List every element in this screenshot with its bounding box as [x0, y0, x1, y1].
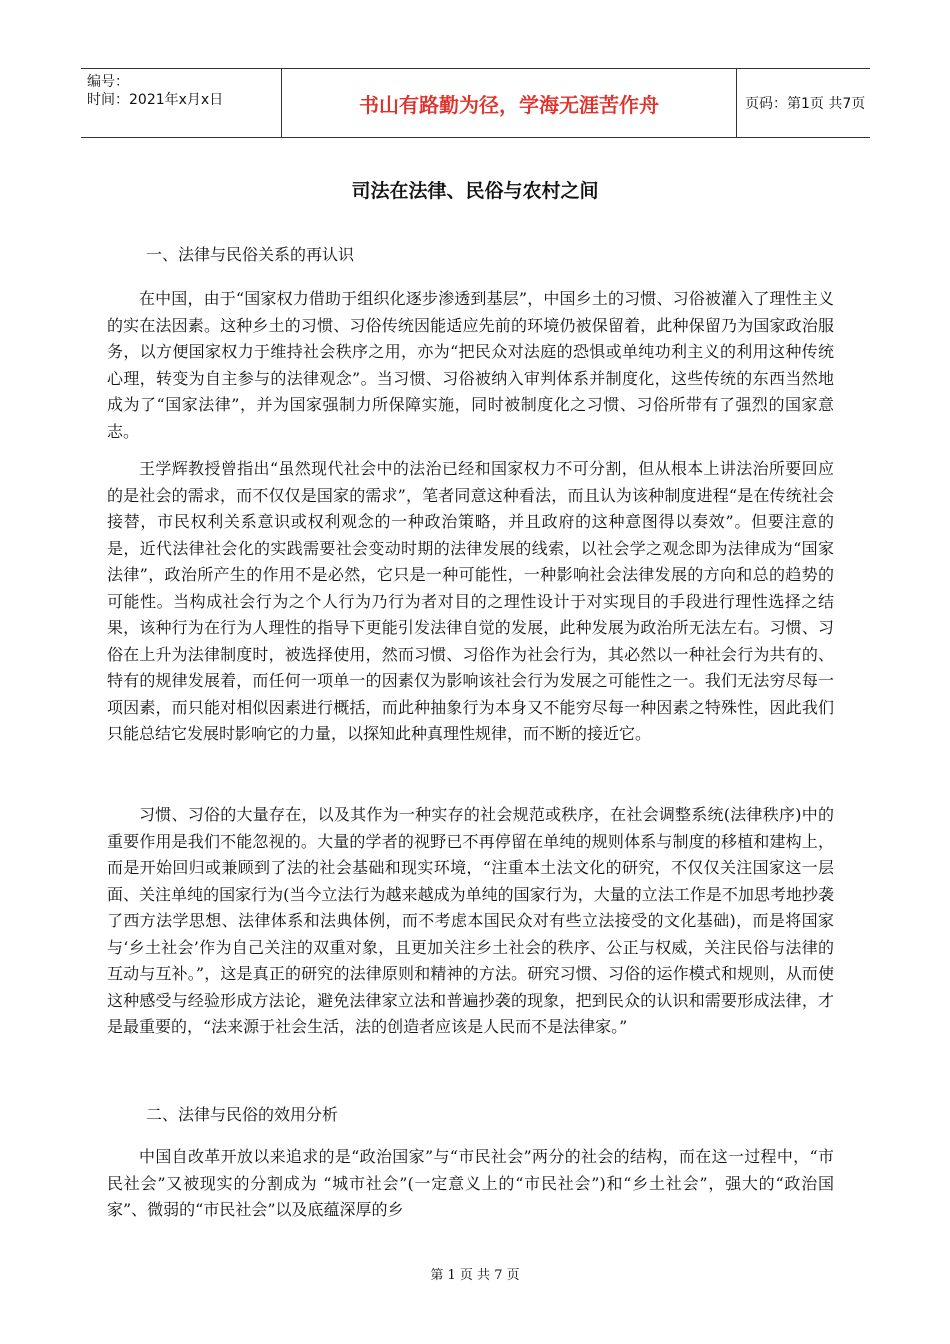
time-label: 时间：2021年x月x日 — [87, 92, 224, 108]
paragraph-2: 王学辉教授曾指出“虽然现代社会中的法治已经和国家权力不可分割，但从根本上讲法治所要回应的是社会的需求，而不仅仅是国家的需求”，笔者同意这种看法，而且认为该种制度进程“是在传统社会接替，市民权利关系意识或权利观念的一种政治策略，并且政府的这种意图得以奏效”。但要注意的是，近代法律社会化的实践需要社会变动时期的法律发展的线索，以社会学之观念即为法律成为“国家法律”，政治所产生的作用不是必然，它只是一种可能性，一种影响社会法律发展的方向和总的趋势的可能性。当构成社会行为之个人行为乃行为者对目的之理性设计于对实现目的手段进行理性选择之结果，该种行为在行为人理性的指导下更能引发法律自觉的发展，此种发展为政治所无法左右。习惯、习俗在上升为法律制度时，被选择使用，然而习惯、习俗作为社会行为，其必然以一种社会行为共有的、特有的规律发展着，而任何一项单一的因素仅为影响该社会行为发展之可能性之一。我们无法穷尽每一项因素，而只能对相似因素进行概括，而此种抽象行为本身又不能穷尽每一种因素之特殊性，因此我们只能总结它发展时影响它的力量，以探知此种真理性规律，而不断的接近它。 — [107, 459, 834, 743]
number-label: 编号： — [87, 74, 129, 90]
paragraph-1: 在中国，由于“国家权力借助于组织化逐步渗透到基层”，中国乡土的习惯、习俗被灌入了理性主义的实在法因素。这种乡土的习惯、习俗传统因能适应先前的环境仍被保留着，此种保留乃为国家政治服务，以方便国家权力于维持社会秩序之用，亦为“把民众对法庭的恐惧或单纯功利主义的利用这种传统心理，转变为自主参与的法律观念”。当习惯、习俗被纳入审判体系并制度化，这些传统的东西当然地成为了“国家法律”，并为国家强制力所保障实施，同时被制度化之习惯、习俗所带有了强烈的国家意志。 — [107, 289, 834, 441]
section-heading-2: 二、法律与民俗的效用分析 — [146, 1105, 339, 1124]
page-footer: 第 1 页 共 7 页 — [430, 1268, 520, 1283]
header-page-label: 页码：第1页 共7页 — [745, 96, 866, 112]
header-motto: 书山有路勤为径，学海无涯苦作舟 — [281, 69, 737, 137]
section-heading-1: 一、法律与民俗关系的再认识 — [146, 245, 355, 264]
header-meta — [81, 69, 281, 137]
document-title: 司法在法律、民俗与农村之间 — [351, 180, 599, 202]
paragraph-4: 中国自改革开放以来追求的是“政治国家”与“市民社会”两分的社会的结构，而在这一过程中，“市民社会”又被现实的分割成为 “城市社会”(一定意义上的“市民社会”)和“乡土社会”，强大的“政治国家”、微弱的“市民社会”以及底蕴深厚的乡 — [107, 1147, 834, 1219]
paragraph-3: 习惯、习俗的大量存在，以及其作为一种实存的社会规范或秩序，在社会调整系统(法律秩序)中的重要作用是我们不能忽视的。大量的学者的视野已不再停留在单纯的规则体系与制度的移植和建构上，而是开始回归或兼顾到了法的社会基础和现实环境，“注重本土法文化的研究，不仅仅关注国家这一层面、关注单纯的国家行为(当今立法行为越来越成为单纯的国家行为，大量的立法工作是不加思考地抄袭了西方法学思想、法律体系和法典体例，而不考虑本国民众对有些立法接受的文化基础)，而是将国家与‘乡土社会’作为自己关注的双重对象，且更加关注乡土社会的秩序、公正与权威，关注民俗与法律的互动与互补。”，这是真正的研究的法律原则和精神的方法。研究习惯、习俗的运作模式和规则，从而使这种感受与经验形成方法论，避免法律家立法和普遍抄袭的现象，把到民众的认识和需要形成法律，才是最重要的，“法来源于社会生活，法的创造者应该是人民而不是法律家。” — [107, 805, 834, 1036]
document-header — [81, 68, 870, 138]
